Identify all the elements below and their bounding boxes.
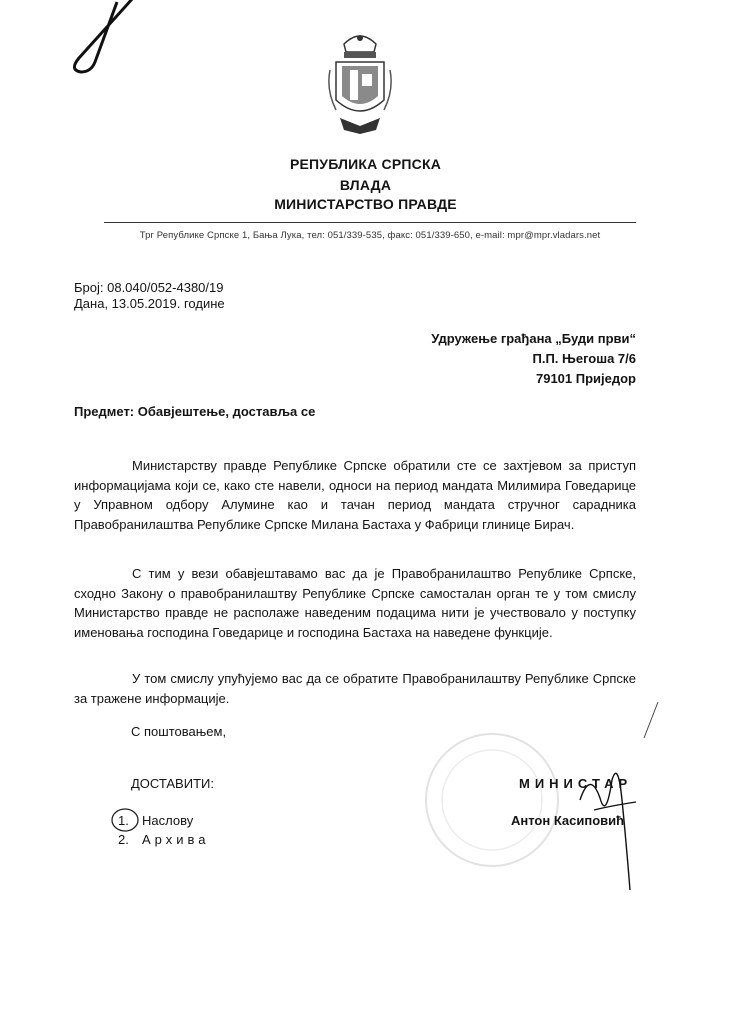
recipient-city: 79101 Приједор	[535, 371, 636, 386]
delivery-item-number: 1.	[118, 813, 129, 828]
header-ministry: МИНИСТАРСТВО ПРАВДЕ	[274, 196, 457, 212]
handwritten-circle-mark	[108, 806, 140, 834]
recipient-name: Удружење грађана „Буди први“	[431, 331, 636, 346]
handwritten-signature	[560, 740, 660, 900]
delivery-item-label: Архива	[142, 832, 210, 847]
coat-of-arms-logo	[326, 30, 394, 142]
header-divider	[104, 222, 636, 223]
header-republic: РЕПУБЛИКА СРПСКА	[289, 156, 442, 172]
reference-date: Дана, 13.05.2019. године	[74, 296, 225, 311]
closing-regards: С поштовањем,	[131, 724, 227, 739]
recipient-street: П.П. Његоша 7/6	[532, 351, 636, 366]
delivery-item-label: Наслову	[142, 813, 194, 828]
reference-number: Број: 08.040/052-4380/19	[74, 280, 224, 295]
body-paragraph-2: С тим у вези обавјештавамо вас да је Правобранилаштво Републике Српске, сходно Закону о правобранилаштву Републике Српске самосталан орган те у том смислу Министарство правде не располаже наведеним подацима нити је учествовало у поступку именовања господина Говедарице и господина Бастаха на наведене функције.	[74, 566, 636, 640]
contact-line: Трг Републике Српске 1, Бања Лука, тел: 051/339-535, факс: 051/339-650, e-mail: mpr@mpr.vladars.net	[139, 230, 601, 241]
deliver-to-heading: ДОСТАВИТИ:	[131, 776, 214, 791]
paperclip-icon	[55, 0, 135, 80]
body-paragraph-1: Министарству правде Републике Српске обратили сте се захтјевом за приступ информацијама који се, како сте навели, односи на период мандата Милимира Говедарице у Управном одбору Алумине као и тачан период мандата стручног сарадника Правобранилаштва Републике Српске Милана Бастаха у Фабрици глинице Бирач.	[74, 458, 636, 532]
signatory-name: Антон Касиповић	[511, 813, 625, 828]
body-paragraph-3: У том смислу упућујемо вас да се обратите Правобранилаштву Републике Српске за тражене информације.	[74, 671, 636, 706]
delivery-item-number: 2.	[118, 832, 129, 847]
header-government: ВЛАДА	[339, 177, 392, 193]
subject-line: Предмет: Обавјештење, доставља се	[74, 404, 316, 419]
signatory-title: МИНИСТАР	[519, 776, 633, 791]
faint-stamp-seal	[422, 730, 562, 870]
pen-stroke-mark	[640, 700, 660, 740]
